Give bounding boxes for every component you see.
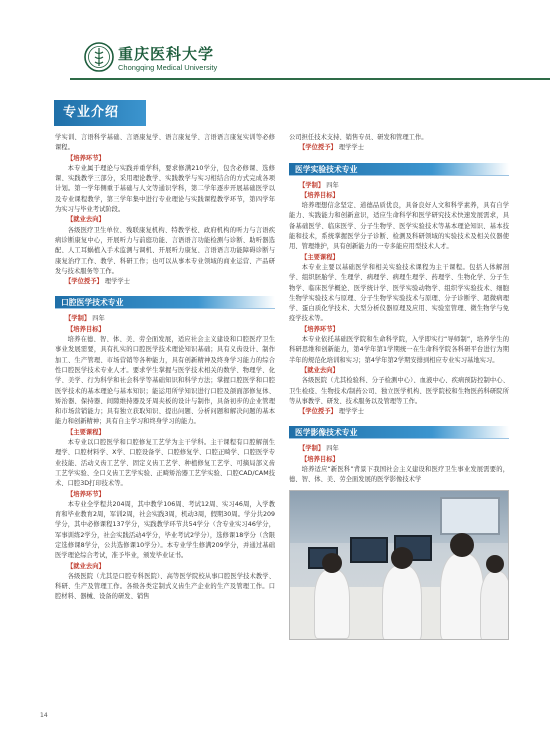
degree2-label: 【学位授予】	[299, 408, 337, 416]
page-title-banner: 专业介绍	[54, 100, 146, 126]
photo-person	[382, 565, 422, 640]
goal-heading: 【培养目标】	[301, 191, 339, 199]
university-name-cn: 重庆医科大学	[118, 45, 215, 63]
training-heading: 【培养环节】	[67, 154, 105, 162]
course-text: 本专业以口腔医学和口腔修复工艺学为主干学科。主干课程有口腔解剖生理学、口腔材料学、X学、口腔设备学、口腔修复学、口腔正畸学、口腔医学专业技能、活动义齿工艺学、固定义齿工艺学、种植修复工艺学、可摘局部义齿工艺学实验、全口义齿工艺学实验、正畸矫治器工艺学实验、口腔CAD/CAM技术、口腔3D打印技术等。	[55, 439, 275, 488]
duration2-value: 四年	[326, 445, 339, 453]
photo-person	[314, 569, 350, 639]
photo-person	[440, 553, 484, 640]
section-title-imaging-tech: 医学影像技术专业	[289, 426, 509, 439]
university-logo	[84, 42, 218, 78]
duration-label: 【学制】	[299, 181, 325, 189]
goal-heading: 【培养目标】	[67, 325, 105, 333]
course-heading: 【主要课程】	[67, 428, 105, 436]
header-divider	[70, 78, 550, 80]
course-heading: 【主要课程】	[301, 253, 339, 261]
section-title-dental-tech: 口腔医学技术专业	[55, 296, 275, 309]
training2-text: 本专业全学程共204周，其中教学106周、考试12周、实习46周，入学教育和毕业教育2周，军训2周，社会实践3周，机动3周，假期30周。学分共209学分，其中必修课程137学分，实践教学环节共54学分（含专业实习46学分，军事训练2学分，社会实践活动4学分，毕业考试2学分），选修课18学分（含限定选修课8学分，公共选修课10学分）。本专业学生修满209学分，并通过基础医学理论综合考试，准予毕业，颁发毕业证书。	[55, 500, 275, 560]
duration2-label: 【学制】	[299, 445, 325, 453]
duration-value: 四年	[92, 315, 105, 323]
continuation-text: 公司担任技术支持、销售专员、研发和管理工作。	[289, 134, 428, 141]
goal2-text: 培养适应“新医科”背景下我国社会主义建设和医疗卫生事业发展需要的，德、智、体、美、劳全面发展的医学影像技术学	[289, 466, 509, 484]
training-heading: 【培养环节】	[301, 325, 339, 333]
university-emblem-icon	[84, 42, 114, 72]
photo-person	[480, 571, 509, 640]
university-name-en: Chongqing Medical University	[118, 63, 218, 72]
employment2-heading: 【就业去向】	[67, 562, 105, 570]
intro-paragraph: 学实训、言语科学基础、言语康复学、语言康复学、言语语言康复实训等必修课程。	[55, 134, 275, 152]
page-number: 14	[40, 712, 48, 719]
left-column	[55, 133, 275, 603]
section-title-lab-tech: 医学实验技术专业	[289, 163, 509, 176]
course-text: 本专业主要以基础医学和相关实验技术课程为主干课程。包括人体解剖学、组织胚胎学、生理学、病理学、病理生理学、药理学、生物化学、分子生物学、临床医学概论、医学统计学、医学实验动物学、组织学实验技术、细胞生物学实验技术与原理、分子生物学实验技术与原理、分子诊断学、超微病理学、蛋白质化学技术、大型分析仪器原理及应用、实验室管理、微生物学与免疫学技术等。	[289, 263, 509, 323]
degree-label: 【学位授予】	[65, 278, 103, 286]
photo-person-head	[486, 555, 504, 573]
degree-line	[289, 143, 509, 153]
right-column	[289, 133, 509, 640]
goal-text: 培养理想信念坚定、道德品质优良，具备良好人文和科学素养，具有自学能力、实践能力和创新意识，适应生命科学和医学研究技术快速发展需求，具备基础医学、临床医学、分子生物学、医学实验技术等基本理论知识、基本技能和技术，系统掌握医学分子诊断、检测及科研领域的实验技术及相关仪器使用、管理维护，具有创新能力的一专多能应用型技术人才。	[289, 202, 509, 251]
duration-line	[289, 181, 509, 191]
degree-label: 【学位授予】	[299, 144, 337, 152]
duration-line	[55, 314, 275, 324]
photo-person-head	[322, 553, 342, 573]
goal2-heading: 【培养目标】	[301, 455, 339, 463]
employment-text: 各级医院（尤其检验科、分子检测中心）、血液中心、疾病预防控制中心、卫生检疫、生物技术/制药公司、独立医学机构、医学院校和生物医药科研院所等从事教学、研发、技术服务以及管理等工作。	[289, 377, 509, 405]
employment2-text: 各级医院（尤其是口腔专科医院）、高等医学院校从事口腔医学技术教学、科研、生产及管理工作。各级各类定制式义齿生产企业的生产及管理工作。口腔材料、器械、设备的研发、销售	[55, 572, 275, 601]
photo-window	[440, 497, 500, 535]
duration-label: 【学制】	[65, 315, 91, 323]
training2-heading: 【培养环节】	[67, 490, 105, 498]
photo-monitor	[350, 537, 388, 563]
degree2-value: 理学学士	[338, 408, 364, 416]
duration-value: 四年	[326, 181, 339, 189]
photo-person-head	[391, 547, 413, 569]
employment-heading: 【就业去向】	[67, 216, 105, 224]
duration2-line	[289, 444, 509, 454]
employment-heading: 【就业去向】	[301, 366, 339, 374]
degree-value: 理学学士	[104, 278, 130, 286]
degree-line	[55, 277, 275, 287]
degree2-line	[289, 407, 509, 417]
training-text: 本专业属于理论与实践并重学科，要求修满210学分，包含必修课、选修课、实践教学三部分，采用理论教学、实践教学与实习相结合的方式完成各项计划。第一学年侧重于基础与人文等通识学科，第二学年逐步开展基础医学以及专业课程教学，第三学年集中进行专业理论与实践课程教学环节，第四学年为实习与毕业考试阶段。	[55, 164, 275, 214]
degree-value: 理学学士	[338, 144, 364, 152]
employment-text: 各级医疗卫生单位、残联康复机构、特教学校、政府机构的听力与言语疾病诊断康复中心，开展听力与前庭功能、言语语言功能检测与诊断、助听器选配、人工耳蜗植入手术监测与调机、开展听力康复、言语语言功能障碍诊断与康复治疗工作、教学、科研工作；也可以从事本专业领域的商业运营、产品研发与技术服务等工作。	[55, 226, 275, 275]
photo-person-head	[450, 533, 474, 557]
training-text: 本专业依托基础医学院和生命科学院，入学即实行“导师制”，培养学生的科研思维和创新能力，第4学年第1学期统一在生命科学院各科研平台进行为期半年的规范化培训和实习；第4学年第2学期安排到相应专业实习基地实习。	[289, 336, 509, 364]
imaging-lab-photo	[289, 490, 509, 640]
goal-text: 培养在德、智、体、美、劳全面发展，适应社会主义建设和口腔医疗卫生事业发展需要，具有扎实的口腔医学技术理论知识基础；具有义齿设计、制作加工、生产管理、市场营销等各种能力，具有创新精神及终身学习能力的综合性口腔医学技术专业人才。要求学生掌握与医学技术相关的数学、物理学、化学、美学、行为科学和社会科学等基础知识和科学方法；掌握口腔医学和口腔医学技术的基本理论与基本知识；能运用所学知识进行口腔及颌面部修复体、矫治器、保持器、间隙维持器及牙周夹板的设计与制作，具备初步的企业管理和市场营销能力；具有独立获取知识、提出问题、分析问题和解决问题的基本能力和创新精神；具有自主学习和终身学习的能力。	[55, 336, 275, 426]
